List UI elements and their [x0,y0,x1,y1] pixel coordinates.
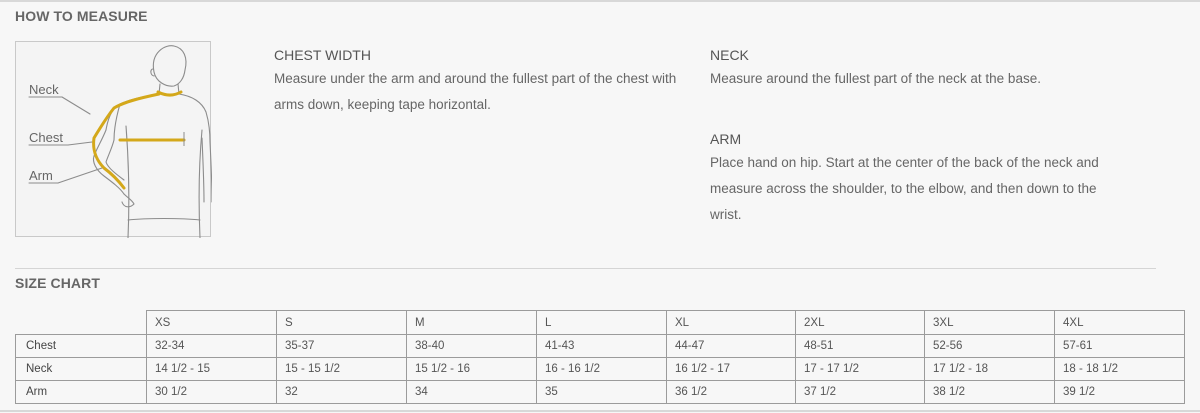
table-cell: 57-61 [1055,335,1185,358]
table-row-neck [16,358,1185,381]
row-label: Chest [16,335,147,358]
figure-label-arm: Arm [29,168,53,183]
table-corner-cell [16,311,147,335]
table-cell: 39 1/2 [1055,381,1185,404]
neck-instructions: Measure around the fullest part of the neck at the base. [710,71,1041,86]
size-column-header: 2XL [796,311,925,335]
table-cell: 37 1/2 [796,381,925,404]
table-cell: 35 [537,381,667,404]
table-cell: 30 1/2 [147,381,277,404]
size-column-header: 4XL [1055,311,1185,335]
table-cell: 17 - 17 1/2 [796,358,925,381]
top-border [0,0,1200,2]
row-label: Neck [16,358,147,381]
table-cell: 36 1/2 [667,381,796,404]
figure-label-chest: Chest [29,130,63,145]
table-cell: 44-47 [667,335,796,358]
table-cell: 38 1/2 [925,381,1055,404]
table-cell: 34 [407,381,537,404]
size-chart-table [15,310,1185,404]
neck-title: NECK [710,47,749,63]
size-column-header: L [537,311,667,335]
measurement-figure [15,41,211,237]
bottom-border [0,410,1200,412]
arm-title: ARM [710,131,742,147]
size-column-header: M [407,311,537,335]
table-cell: 15 1/2 - 16 [407,358,537,381]
figure-label-neck: Neck [29,82,59,97]
table-cell: 15 - 15 1/2 [277,358,407,381]
table-cell: 16 - 16 1/2 [537,358,667,381]
table-cell: 18 - 18 1/2 [1055,358,1185,381]
table-row-arm [16,381,1185,404]
chest-width-title: CHEST WIDTH [274,47,371,63]
table-cell: 38-40 [407,335,537,358]
how-to-measure-heading: HOW TO MEASURE [15,8,148,24]
size-column-header: 3XL [925,311,1055,335]
table-cell: 14 1/2 - 15 [147,358,277,381]
table-cell: 41-43 [537,335,667,358]
section-divider [15,268,1156,269]
size-column-header: S [277,311,407,335]
table-row-chest [16,335,1185,358]
table-cell: 17 1/2 - 18 [925,358,1055,381]
row-label: Arm [16,381,147,404]
size-chart-heading: SIZE CHART [15,275,100,291]
table-cell: 32-34 [147,335,277,358]
size-column-header: XS [147,311,277,335]
table-cell: 16 1/2 - 17 [667,358,796,381]
arm-instructions: Place hand on hip. Start at the center of the back of the neck and measure across the shoulder, to the elbow, and then down to the wrist. [710,155,1099,222]
table-cell: 52-56 [925,335,1055,358]
size-column-header: XL [667,311,796,335]
table-cell: 35-37 [277,335,407,358]
chest-width-instructions: Measure under the arm and around the fullest part of the chest with arms down, keeping tape horizontal. [274,71,677,112]
table-cell: 48-51 [796,335,925,358]
table-cell: 32 [277,381,407,404]
size-header-row [16,311,1185,335]
